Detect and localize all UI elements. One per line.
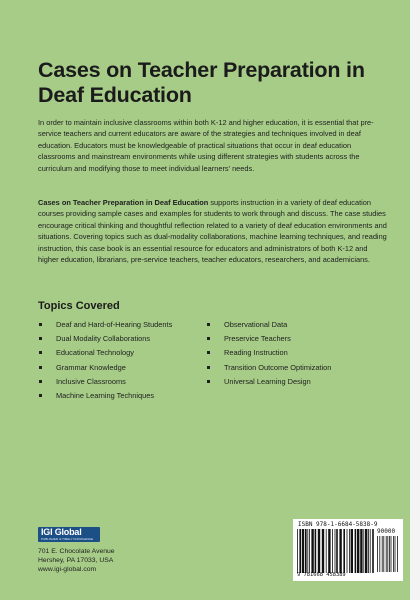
address-line-1: 701 E. Chocolate Avenue [38, 548, 115, 555]
topic-item [38, 332, 172, 346]
barcode-bar [370, 529, 371, 573]
barcode-bar [339, 529, 341, 573]
barcode-bar [383, 536, 384, 572]
barcode-bar [326, 529, 327, 573]
topic-item [38, 318, 172, 332]
bullet-icon [39, 351, 42, 354]
barcode-bar [363, 529, 364, 573]
bullet-icon [39, 366, 42, 369]
barcode-bar [382, 536, 383, 572]
topic-item [206, 375, 331, 389]
barcode-bar [335, 529, 336, 573]
barcode-bar [302, 529, 304, 573]
barcode-bar [309, 529, 310, 573]
bullet-icon [207, 380, 210, 383]
barcode-panel [293, 519, 403, 581]
barcode-bar [332, 529, 333, 573]
topic-label: Deaf and Hard-of-Hearing Students [56, 320, 173, 329]
barcode-bar [360, 529, 362, 573]
barcode-bar [318, 529, 320, 573]
bullet-icon [207, 366, 210, 369]
ean-barcode [297, 529, 375, 573]
barcode-bar [387, 536, 388, 572]
barcode-bar [343, 529, 345, 573]
description-paragraph-2 [38, 197, 388, 265]
topic-item [38, 361, 172, 375]
barcode-bar [386, 536, 387, 572]
igi-global-logo [38, 527, 100, 542]
bullet-icon [39, 380, 42, 383]
barcode-bar [307, 529, 308, 573]
book-title [38, 58, 388, 108]
topic-item [206, 332, 331, 346]
barcode-bar [368, 529, 369, 573]
book-title-line2: Deaf Education [38, 83, 192, 107]
topic-label: Machine Learning Techniques [56, 391, 155, 401]
barcode-bar [347, 529, 348, 573]
topic-label: Universal Learning Design [224, 376, 311, 386]
topic-label: Educational Technology [56, 348, 134, 358]
topic-label: Reading Instruction [224, 348, 288, 358]
barcode-bar [328, 529, 330, 573]
publisher-website: www.igi-global.com [38, 566, 97, 573]
barcode-bar [336, 529, 338, 573]
bullet-icon [207, 337, 210, 340]
topic-item [206, 346, 331, 360]
logo-subtext: PUBLISHER of TIMELY KNOWLEDGE [41, 537, 94, 541]
topic-label: Preservice Teachers [224, 334, 291, 344]
bullet-icon [39, 394, 42, 397]
topic-item [38, 346, 172, 360]
topic-label: Dual Modality Collaborations [56, 334, 151, 344]
topics-list-right [206, 318, 331, 389]
barcode-bar [311, 529, 313, 573]
topic-item [206, 361, 331, 375]
topics-heading: Topics Covered [38, 300, 120, 312]
barcode-bar [397, 536, 398, 572]
barcode-bar [351, 529, 353, 573]
topics-list-left [38, 318, 172, 403]
barcode-bar [349, 529, 350, 573]
barcode-bar [377, 536, 378, 572]
topic-label: Inclusive Classrooms [56, 376, 126, 386]
barcode-bar [391, 536, 392, 572]
price-code: 90000 [377, 528, 396, 535]
ean-digits: 9 781668 458389 [297, 572, 346, 578]
page-edge [410, 0, 420, 600]
barcode-bar [355, 529, 357, 573]
topic-label: Grammar Knowledge [56, 362, 126, 372]
barcode-bar [372, 529, 374, 573]
logo-text: IGI Global [41, 527, 82, 537]
barcode-bar [315, 529, 317, 573]
barcode-bar [389, 536, 390, 572]
barcode-bar [393, 536, 394, 572]
address-line-2: Hershey, PA 17033, USA [38, 557, 114, 564]
topic-item [206, 318, 331, 332]
barcode-bar [395, 536, 396, 572]
isbn-number: ISBN 978-1-6684-5838-9 [298, 521, 378, 528]
topic-item [38, 375, 172, 389]
barcode-bar [305, 529, 307, 573]
barcode-bar [357, 529, 359, 573]
barcode-bar [297, 529, 298, 573]
barcode-bar [322, 529, 324, 573]
bullet-icon [207, 351, 210, 354]
book-title-inline: Cases on Teacher Preparation in Deaf Education [38, 198, 209, 207]
barcode-bar [299, 529, 301, 573]
book-title-line1: Cases on Teacher Preparation in [38, 58, 365, 82]
barcode-bar [365, 529, 367, 573]
barcode-bar [379, 536, 380, 572]
topic-label: Transition Outcome Optimization [224, 362, 332, 372]
bullet-icon [39, 337, 42, 340]
description-paragraph-1: In order to maintain inclusive classrooms within both K-12 and higher education, it is essential that pre-service teachers and current educators are aware of the strategies and techniques involved in deaf education. Educators must be knowledgeable of practical situations that occur in deaf education classrooms and mainstream environments while using different strategies with students across the curriculum and modifying those to meet individual learners' needs. [38, 118, 374, 173]
bullet-icon [207, 323, 210, 326]
bullet-icon [39, 323, 42, 326]
description-paragraph-2-text: supports instruction in a variety of deaf education courses providing sample cases and examples for students to work through and discuss. The case studies encourage critical thinking and thoughtful reflection related to a variety of deaf education environments and situations. Covering topics such as dual-modality collaborations, machine learning techniques, and reading instruction, this case book is an essential resource for educators and administrators of both K-12 and higher education, librarians, pre-service teachers, teacher educators, researchers, and academicians. [38, 198, 387, 265]
topic-item [38, 389, 172, 403]
price-barcode [377, 536, 399, 572]
topic-label: Observational Data [224, 320, 288, 329]
